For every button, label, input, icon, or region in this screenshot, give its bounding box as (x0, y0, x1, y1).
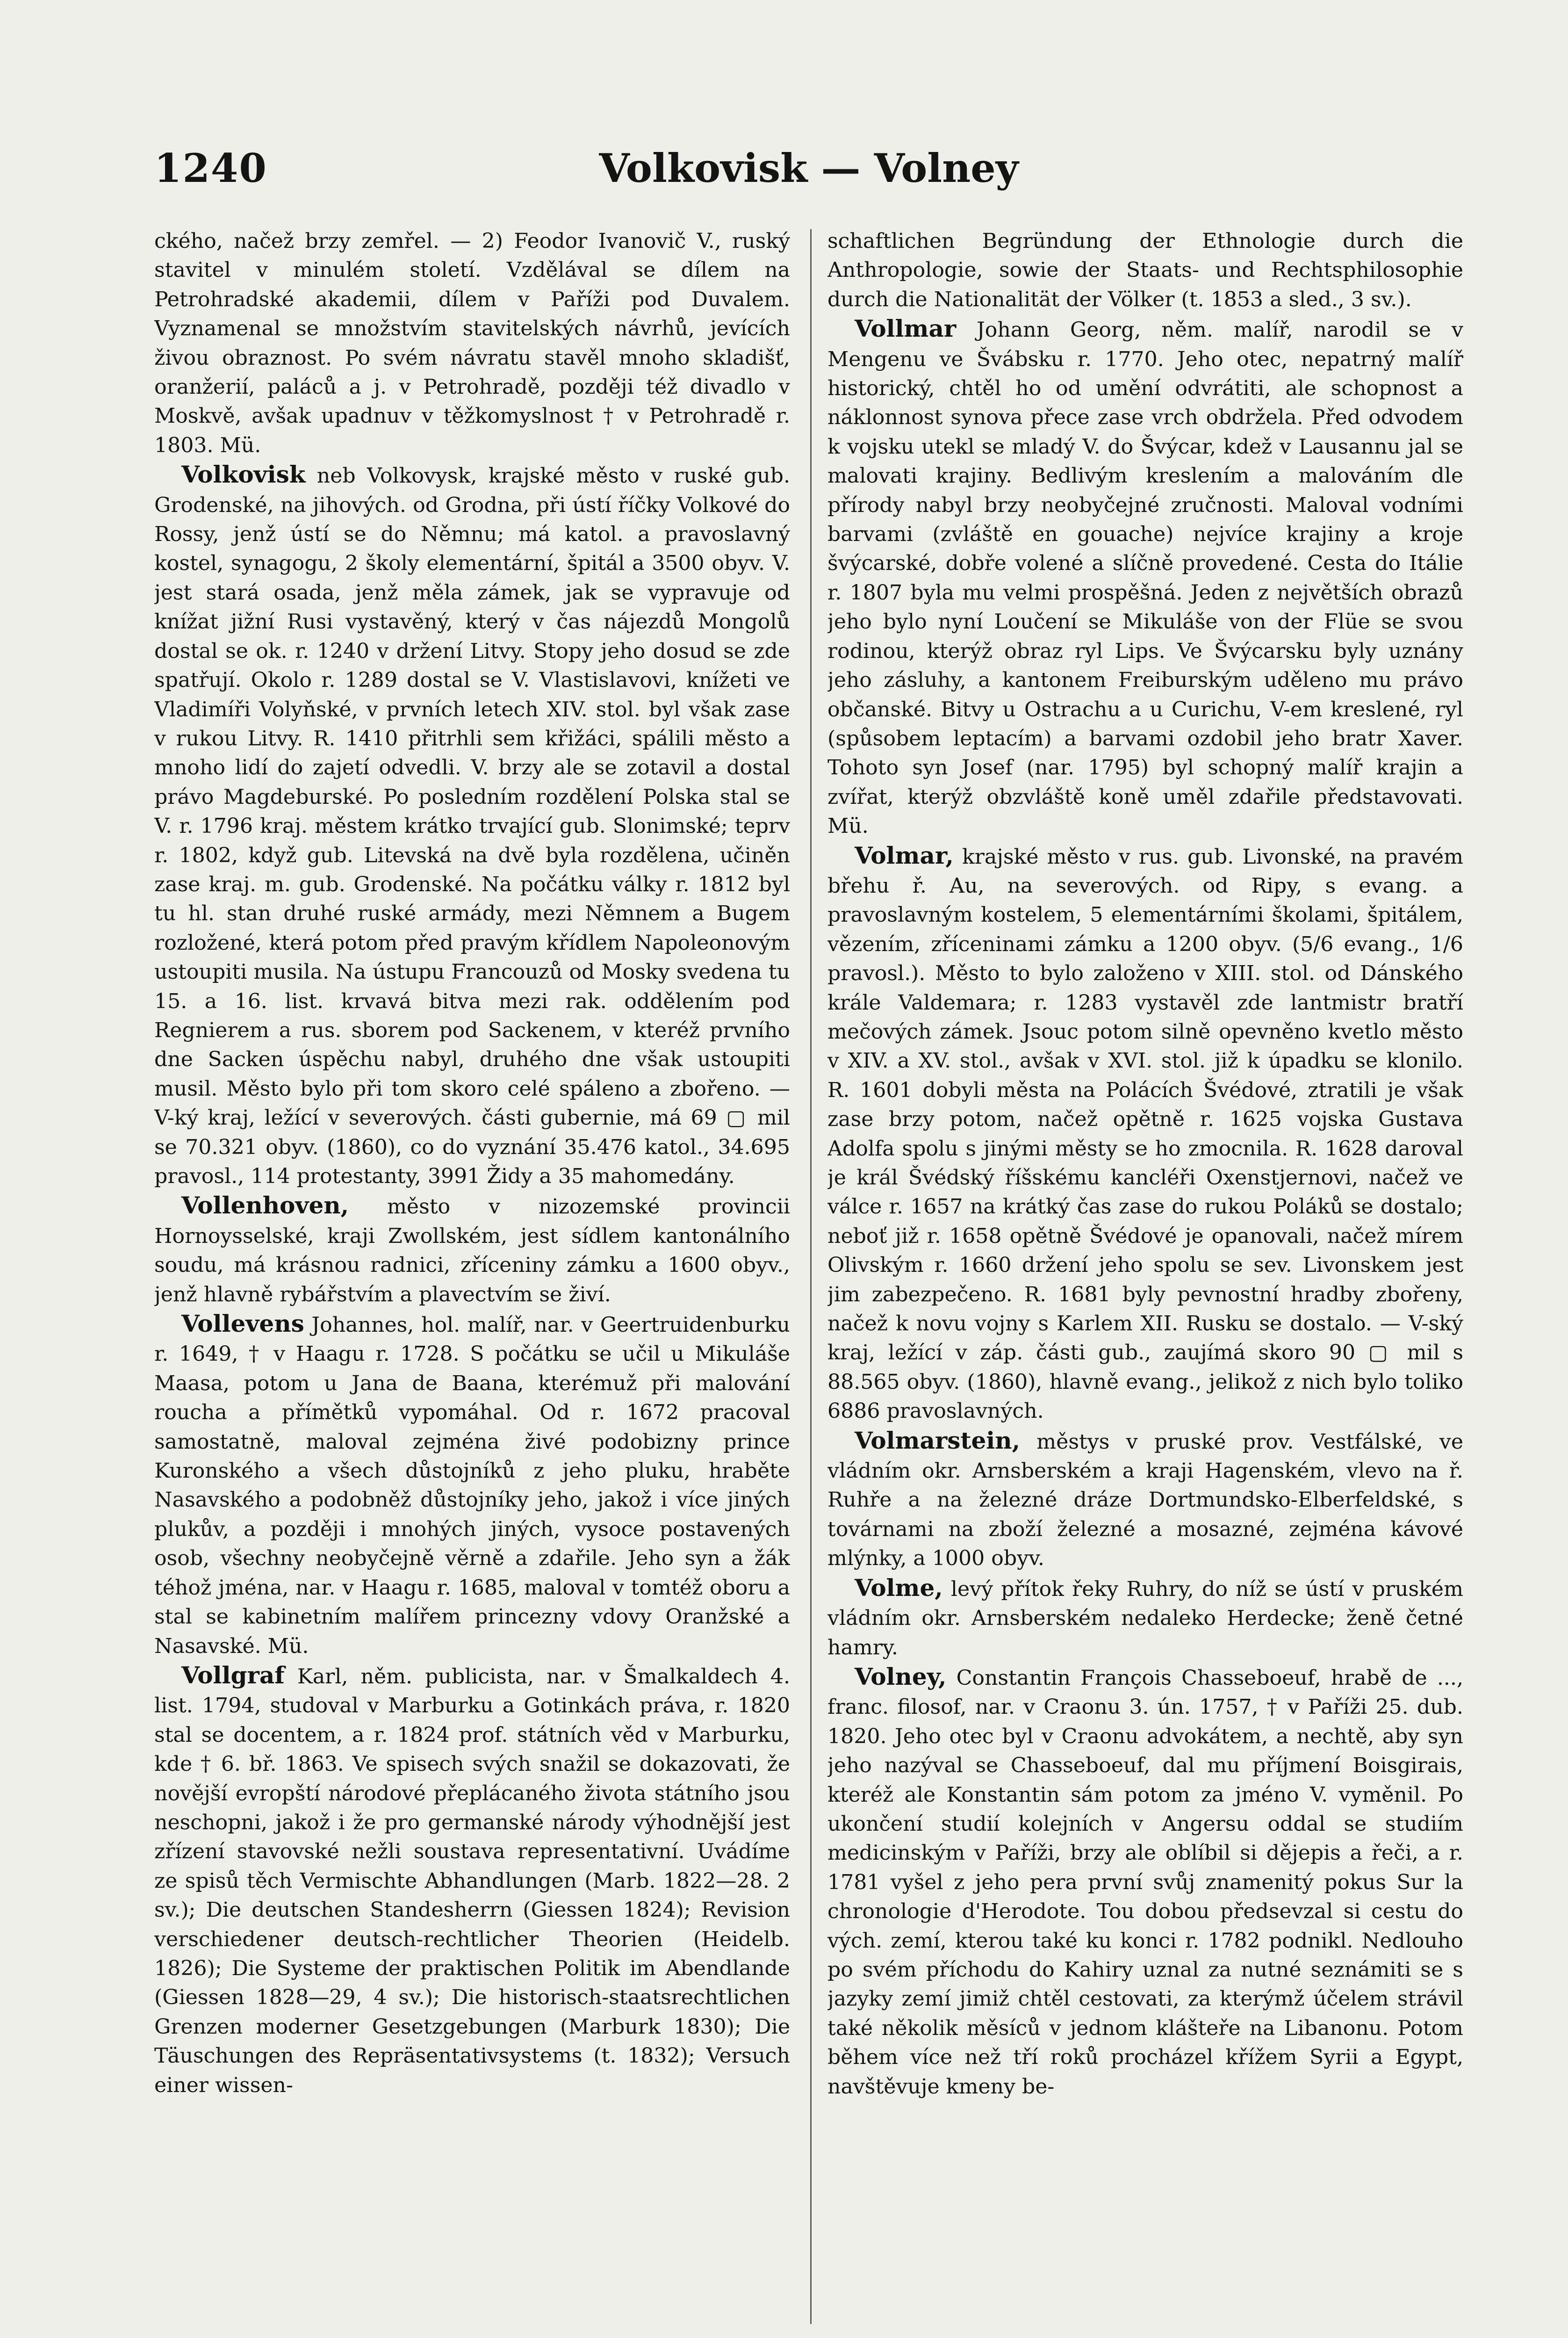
continuation-paragraph (154, 227, 790, 460)
column-divider (810, 229, 812, 2324)
headword: Vollgraf (181, 1661, 285, 1689)
page-number: 1240 (154, 145, 267, 191)
entry-volkovisk (154, 460, 790, 1191)
entry-text: městys v pruské prov. Vestfálské, ve vládním okr. Arnsberském a kraji Hagenském, vlevo na ř. Ruhře a na železné dráze Dortmundsko-Elberfeldské, s továrnami na zboží železné a mosazné, zejména kávové mlýnky, a 1000 obyv. (827, 1429, 1463, 1571)
entry-text: Karl, něm. publicista, nar. v Šmalkaldech 4. list. 1794, studoval v Marburku a Gotinkách práva, r. 1820 stal se docentem, a r. 1824 prof. státních věd v Marburku, kde † 6. bř. 1863. Ve spisech svých snažil se dokazovati, že novější evropští národové přeplácaného života státního jsou neschopni, jakož i že pro germanské národy výhodnější jest zřízení stavovské nežli soustava representativní. Uvádíme ze spisů těch Vermischte Abhandlungen (Marb. 1822—28. 2 sv.); Die deutschen Standesherrn (Giessen 1824); Revision verschiedener deutsch-rechtlicher Theorien (Heidelb. 1826); Die Systeme der praktischen Politik im Abendlande (Giessen 1828—29, 4 sv.); Die historisch-staatsrechtlichen Grenzen moderner Gesetzgebungen (Marburk 1830); Die Täuschungen des Repräsentativsystems (t. 1832); Versuch einer wissen- (154, 1664, 790, 2097)
paragraph-text: schaftlichen Begründung der Ethnologie durch die Anthropologie, sowie der Staats- und Rechtsphilosophie durch die Nationalität der Völker (t. 1853 a sled., 3 sv.). (827, 229, 1463, 311)
entry-vollenhoven (154, 1191, 790, 1309)
entry-text: Johannes, hol. malíř, nar. v Geertruidenburku r. 1649, † v Haagu r. 1728. S počátku se učil u Mikuláše Maasa, potom u Jana de Baana, kterémuž při malování roucha a přímětků vypomáhal. Od r. 1672 pracoval samostatně, maloval zejména živé podobizny prince Kuronského a všech důstojníků z jeho pluku, hraběte Nasavského a podobněž důstojníky jeho, jakož i více jiných plukův, a později i mnohých jiných, vysoce postavených osob, všechny neobyčejně věrně a zdařile. Jeho syn a žák téhož jména, nar. v Haagu r. 1685, maloval v tomtéž oboru a stal se kabinetním malířem princezny vdovy Oranžské a Nasavské. Mü. (154, 1313, 790, 1658)
headword: Vollenhoven, (181, 1191, 349, 1220)
entry-text: neb Volkovysk, krajské město v ruské gub. Grodenské, na jihových. od Grodna, při ústí říčky Volkové do Rossy, jenž ústí se do Němnu; má katol. a pravoslavný kostel, synagogu, 2 školy elementární, špitál a 3500 obyv. V. jest stará osada, jenž měla zámek, jak se vypravuje od knížat jižní Rusi vystavěný, který v čas nájezdů Mongolů dostal se ok. r. 1240 v držení Litvy. Stopy jeho dosud se zde spatřují. Okolo r. 1289 dostal se V. Vlastislavovi, knížeti ve Vladimíři Volyňské, v prvních letech XIV. stol. byl však zase v rukou Litvy. R. 1410 přitrhli sem křižáci, spálili město a mnoho lidí do zajetí odvedli. V. brzy ale se zotavil a dostal právo Magdeburské. Po posledním rozdělení Polska stal se V. r. 1796 kraj. městem krátko trvající gub. Slonimské; teprv r. 1802, když gub. Litevská na dvě byla rozdělena, učiněn zase kraj. m. gub. Grodenské. Na počátku války r. 1812 byl tu hl. stan druhé ruské armády, mezi Němnem a Bugem rozložené, která potom před pravým křídlem Napoleonovým ustoupiti musila. Na ústupu Francouzů od Mosky svedena tu 15. a 16. list. krvavá bitva mezi rak. oddělením pod Regnierem a rus. sborem pod Sackenem, v kteréž prvního dne Sacken úspěchu nabyl, druhého dne však ustoupiti musil. Město bylo při tom skoro celé spáleno a zbořeno. — V-ký kraj, ležící v severových. části gubernie, má 69 ▢ mil se 70.321 obyv. (1860), co do vyznání 35.476 katol., 34.695 pravosl., 114 protestanty, 3991 Židy a 35 mahomedány. (154, 464, 790, 1188)
running-title: Volkovisk — Volney (599, 145, 1019, 191)
entry-volney (827, 1662, 1463, 2101)
entry-text: Constantin François Chasseboeuf, hrabě de ..., franc. filosof, nar. v Craonu 3. ún. 1757, † v Paříži 25. dub. 1820. Jeho otec byl v Craonu advokátem, a nechtě, aby syn jeho nazýval se Chasseboeuf, dal mu příjmení Boisgirais, kteréž ale Konstantin sám potom za jméno V. vyměnil. Po ukončení studií kolejních v Angersu oddal se studiím medicinským v Paříži, brzy ale oblíbil si dějepis a řeči, a r. 1781 vyšel z jeho pera první svůj znamenitý pokus Sur la chronologie d'Herodote. Tou dobou předsevzal si cestu do vých. zemí, kterou také ku konci r. 1782 podnikl. Nedlouho po svém příchodu do Kahiry uznal za nutné seznámiti se s jazyky zemí jimiž chtěl cestovati, za kterýmž účelem strávil také několik měsíců v jednom klášteře na Libanonu. Potom během více než tří roků procházel křížem Syrii a Egypt, navštěvuje kmeny be- (827, 1666, 1463, 2099)
headword: Volmarstein, (855, 1426, 1021, 1454)
headword: Volme, (855, 1573, 943, 1602)
paragraph-text: ckého, načež brzy zemřel. — 2) Feodor Ivanovič V., ruský stavitel v minulém století. Vzdělával se dílem na Petrohradské akademii, dílem v Paříži pod Duvalem. Vyznamenal se množstvím stavitelských návrhů, jevících živou obraznost. Po svém návratu stavěl mnoho skladišť, oranžerií, paláců a j. v Petrohradě, později též divadlo v Moskvě, avšak upadnuv v těžkomyslnost † v Petrohradě r. 1803. Mü. (154, 229, 790, 457)
entry-text: Johann Georg, něm. malíř, narodil se v Mengenu ve Švábsku r. 1770. Jeho otec, nepatrný malíř historický, chtěl ho od umění odvrátiti, ale schopnost a náklonnost synova přece zase vrch obdržela. Před odvodem k vojsku utekl se mladý V. do Švýcar, kdež v Lausannu jal se malovati krajiny. Bedlivým kreslením a malováním dle přírody nabyl brzy neobyčejné zručnosti. Maloval vodními barvami (zvláště en gouache) nejvíce krajiny a kroje švýcarské, dobře volené a slíčně provedené. Cesta do Itálie r. 1807 byla mu velmi prospěšná. Jeden z největších obrazů jeho bylo nyní Loučení se Mikuláše von der Flüe se svou rodinou, kterýž obraz ryl Lips. Ve Švýcarsku byly uznány jeho zásluhy, a kantonem Freiburským uděleno mu právo občanské. Bitvy u Ostrachu a u Curichu, V-em kreslené, ryl (spůsobem leptacím) a barvami ozdobil jeho bratr Xaver. Tohoto syn Josef (nar. 1795) byl schopný malíř krajin a zvířat, kterýž obzvláště koně uměl zdařile představovati. Mü. (827, 318, 1463, 838)
headword: Volney, (855, 1662, 947, 1690)
left-column (154, 227, 790, 2338)
headword: Volkovisk (181, 461, 306, 489)
entry-vollgraf (154, 1661, 790, 2100)
entry-text: krajské město v rus. gub. Livonské, na pravém břehu ř. Au, na severových. od Ripy, s evang. a pravoslavným kostelem, 5 elementárními školami, špitálem, vězením, zříceninami zámku a 1200 obyv. (5/6 evang., 1/6 pravosl.). Město to bylo založeno v XIII. stol. od Dánského krále Valdemara; r. 1283 vystavěl zde lantmistr bratří mečových zámek. Jsouc potom silně opevněno kvetlo město v XIV. a XV. stol., avšak v XVI. stol. již k úpadku se klonilo. R. 1601 dobyli města na Polácích Švédové, ztratili je však zase brzy potom, načež opětně r. 1625 vojska Gustava Adolfa spolu s jinými městy se ho zmocnila. R. 1628 daroval je král Švédský říšskému kancléři Oxenstjernovi, načež ve válce r. 1657 na krátký čas zase do rukou Poláků se dostalo; neboť již r. 1658 opětně Švédové je opanovali, načež mírem Olivským r. 1660 držení jeho spolu se sev. Livonskem jest jim zabezpečeno. R. 1681 byly pevnostní hradby zbořeny, načež k novu vojny s Karlem XII. Rusku se dostalo. — V-ský kraj, ležící v záp. části gub., zaujímá skoro 90 ▢ mil s 88.565 obyv. (1860), hlavně evang., jelikož z nich bylo toliko 6886 pravoslavných. (827, 844, 1463, 1423)
entry-text: město v nizozemské provincii Hornoysselské, kraji Zwollském, jest sídlem kantonálního soudu, má krásnou radnici, zříceniny zámku a 1600 obyv., jenž hlavně rybářstvím a plavectvím se živí. (154, 1195, 790, 1306)
entry-text: levý přítok řeky Ruhry, do níž se ústí v pruském vládním okr. Arnsberském nedaleko Herdecke; ženě četné hamry. (827, 1577, 1463, 1660)
headword: Vollmar (855, 315, 957, 343)
right-column (827, 227, 1463, 2338)
continuation-paragraph (827, 227, 1463, 314)
entry-vollevens (154, 1309, 790, 1661)
entry-vollmar (827, 314, 1463, 841)
entry-volme (827, 1573, 1463, 1662)
entry-volmar (827, 841, 1463, 1426)
page-header (154, 140, 1463, 206)
headword: Vollevens (181, 1310, 304, 1338)
entry-volmarstein (827, 1426, 1463, 1573)
headword: Volmar, (855, 841, 954, 869)
